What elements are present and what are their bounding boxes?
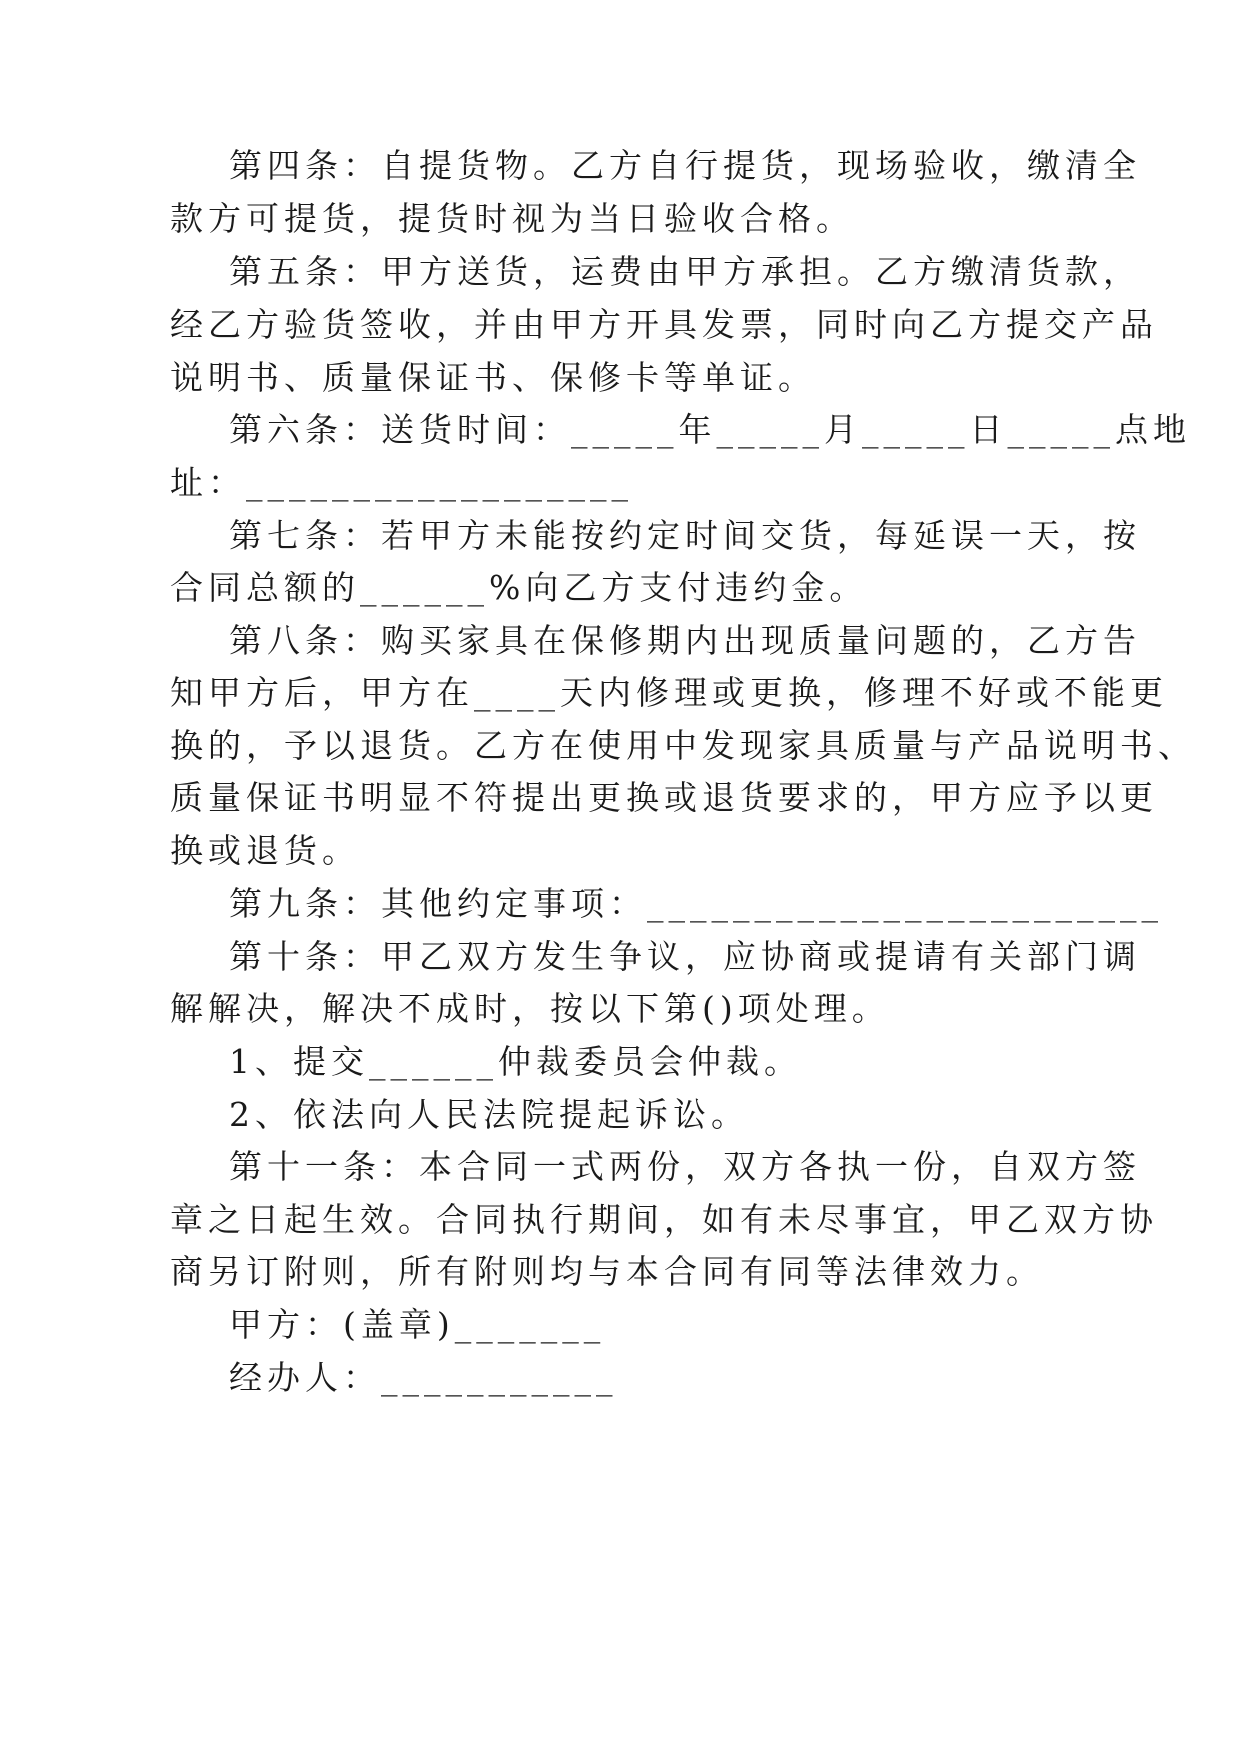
text-line: 款方可提货，提货时视为当日验收合格。 (170, 199, 854, 238)
clause-5-line-2 (170, 296, 1230, 354)
text-line: 第六条：送货时间：_____年_____月_____日_____点地 (229, 410, 1191, 449)
text-line: 商另订附则，所有附则均与本合同有同等法律效力。 (170, 1252, 1044, 1291)
clause-6-line-2 (170, 454, 1230, 512)
clause-10-option-2 (229, 1086, 1229, 1144)
clause-4-line-2 (170, 190, 1230, 248)
text-line: 第十一条：本合同一式两份，双方各执一份，自双方签 (229, 1147, 1141, 1186)
clause-7-line-2 (170, 559, 1230, 617)
text-line: 解解决，解决不成时，按以下第()项处理。 (170, 989, 890, 1028)
handler-signature-line (229, 1349, 1229, 1407)
text-line: 第八条：购买家具在保修期内出现质量问题的，乙方告 (229, 621, 1141, 660)
text-line: 合同总额的______%向乙方支付违约金。 (170, 568, 868, 607)
clause-11-line-3 (170, 1243, 1230, 1301)
clause-8-line-2 (170, 664, 1230, 722)
clause-8-line-4 (170, 769, 1230, 827)
text-line: 第五条：甲方送货，运费由甲方承担。乙方缴清货款， (229, 252, 1141, 291)
text-line: 说明书、质量保证书、保修卡等单证。 (170, 358, 816, 397)
clause-10-option-1 (229, 1033, 1229, 1091)
text-line: 换的，予以退货。乙方在使用中发现家具质量与产品说明书、 (170, 726, 1196, 765)
text-line: 第九条：其他约定事项：________________________ (229, 884, 1163, 923)
party-a-signature-line (229, 1296, 1229, 1354)
clause-7-line-1 (229, 507, 1229, 565)
text-line: 换或退货。 (170, 831, 360, 870)
clause-5-line-1 (229, 243, 1229, 301)
text-line: 第七条：若甲方未能按约定时间交货，每延误一天，按 (229, 516, 1141, 555)
text-line: 质量保证书明显不符提出更换或退货要求的，甲方应予以更 (170, 778, 1158, 817)
clause-11-line-2 (170, 1191, 1230, 1249)
text-line: 第十条：甲乙双方发生争议，应协商或提请有关部门调 (229, 937, 1141, 976)
clause-8-line-5 (170, 822, 1230, 880)
clause-8-line-3 (170, 717, 1230, 775)
clause-10-line-1 (229, 928, 1229, 986)
text-line: 2、依法向人民法院提起诉讼。 (229, 1095, 749, 1134)
text-line: 经办人：___________ (229, 1358, 618, 1397)
text-line: 章之日起生效。合同执行期间，如有未尽事宜，甲乙双方协 (170, 1200, 1158, 1239)
clause-6-line-1 (229, 401, 1229, 459)
clause-10-line-2 (170, 980, 1230, 1038)
clause-11-line-1 (229, 1138, 1229, 1196)
clause-4-line-1 (229, 137, 1229, 195)
text-line: 甲方：(盖章)_______ (229, 1305, 606, 1344)
clause-8-line-1 (229, 612, 1229, 670)
text-line: 经乙方验货签收，并由甲方开具发票，同时向乙方提交产品 (170, 305, 1158, 344)
text-line: 知甲方后，甲方在____天内修理或更换，修理不好或不能更 (170, 673, 1168, 712)
text-line: 址：__________________ (170, 463, 633, 502)
text-line: 1、提交______仲裁委员会仲裁。 (229, 1042, 802, 1081)
text-line: 第四条：自提货物。乙方自行提货，现场验收，缴清全 (229, 146, 1141, 185)
clause-9-line-1 (229, 875, 1229, 933)
clause-5-line-3 (170, 349, 1230, 407)
